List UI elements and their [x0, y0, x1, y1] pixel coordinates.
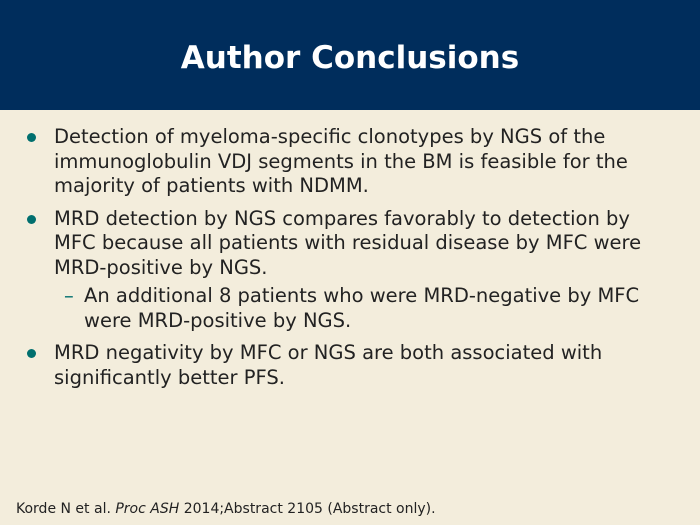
citation-details: 2014;Abstract 2105 (Abstract only). [179, 501, 436, 517]
sub-bullet-item [0, 284, 700, 333]
slide-content [0, 125, 700, 398]
citation-authors: Korde N et al. [16, 501, 116, 517]
bullet-text: MRD negativity by MFC or NGS are both associated with significantly better PFS. [54, 341, 603, 389]
dash-icon: – [64, 284, 74, 307]
bullet-dot-icon [27, 215, 36, 224]
citation-footer [16, 500, 436, 518]
slide-title: Author Conclusions [180, 40, 520, 76]
bullet-item [0, 207, 700, 281]
bullet-text: MRD detection by NGS compares favorably to detection by MFC because all patients with residual disease by MFC were MRD-positive by NGS. [54, 206, 642, 279]
bullet-item [0, 125, 700, 199]
citation-journal: Proc ASH [115, 501, 180, 517]
title-bar [0, 0, 700, 110]
bullet-item [0, 341, 700, 390]
bullet-text: Detection of myeloma-specific clonotypes by NGS of the immunoglobulin VDJ segments in the BM is feasible for the majority of patients with NDMM. [54, 125, 628, 197]
sub-bullet-text: An additional 8 patients who were MRD-negative by MFC were MRD-positive by NGS. [84, 284, 640, 332]
bullet-dot-icon [27, 133, 36, 142]
bullet-dot-icon [27, 349, 36, 358]
